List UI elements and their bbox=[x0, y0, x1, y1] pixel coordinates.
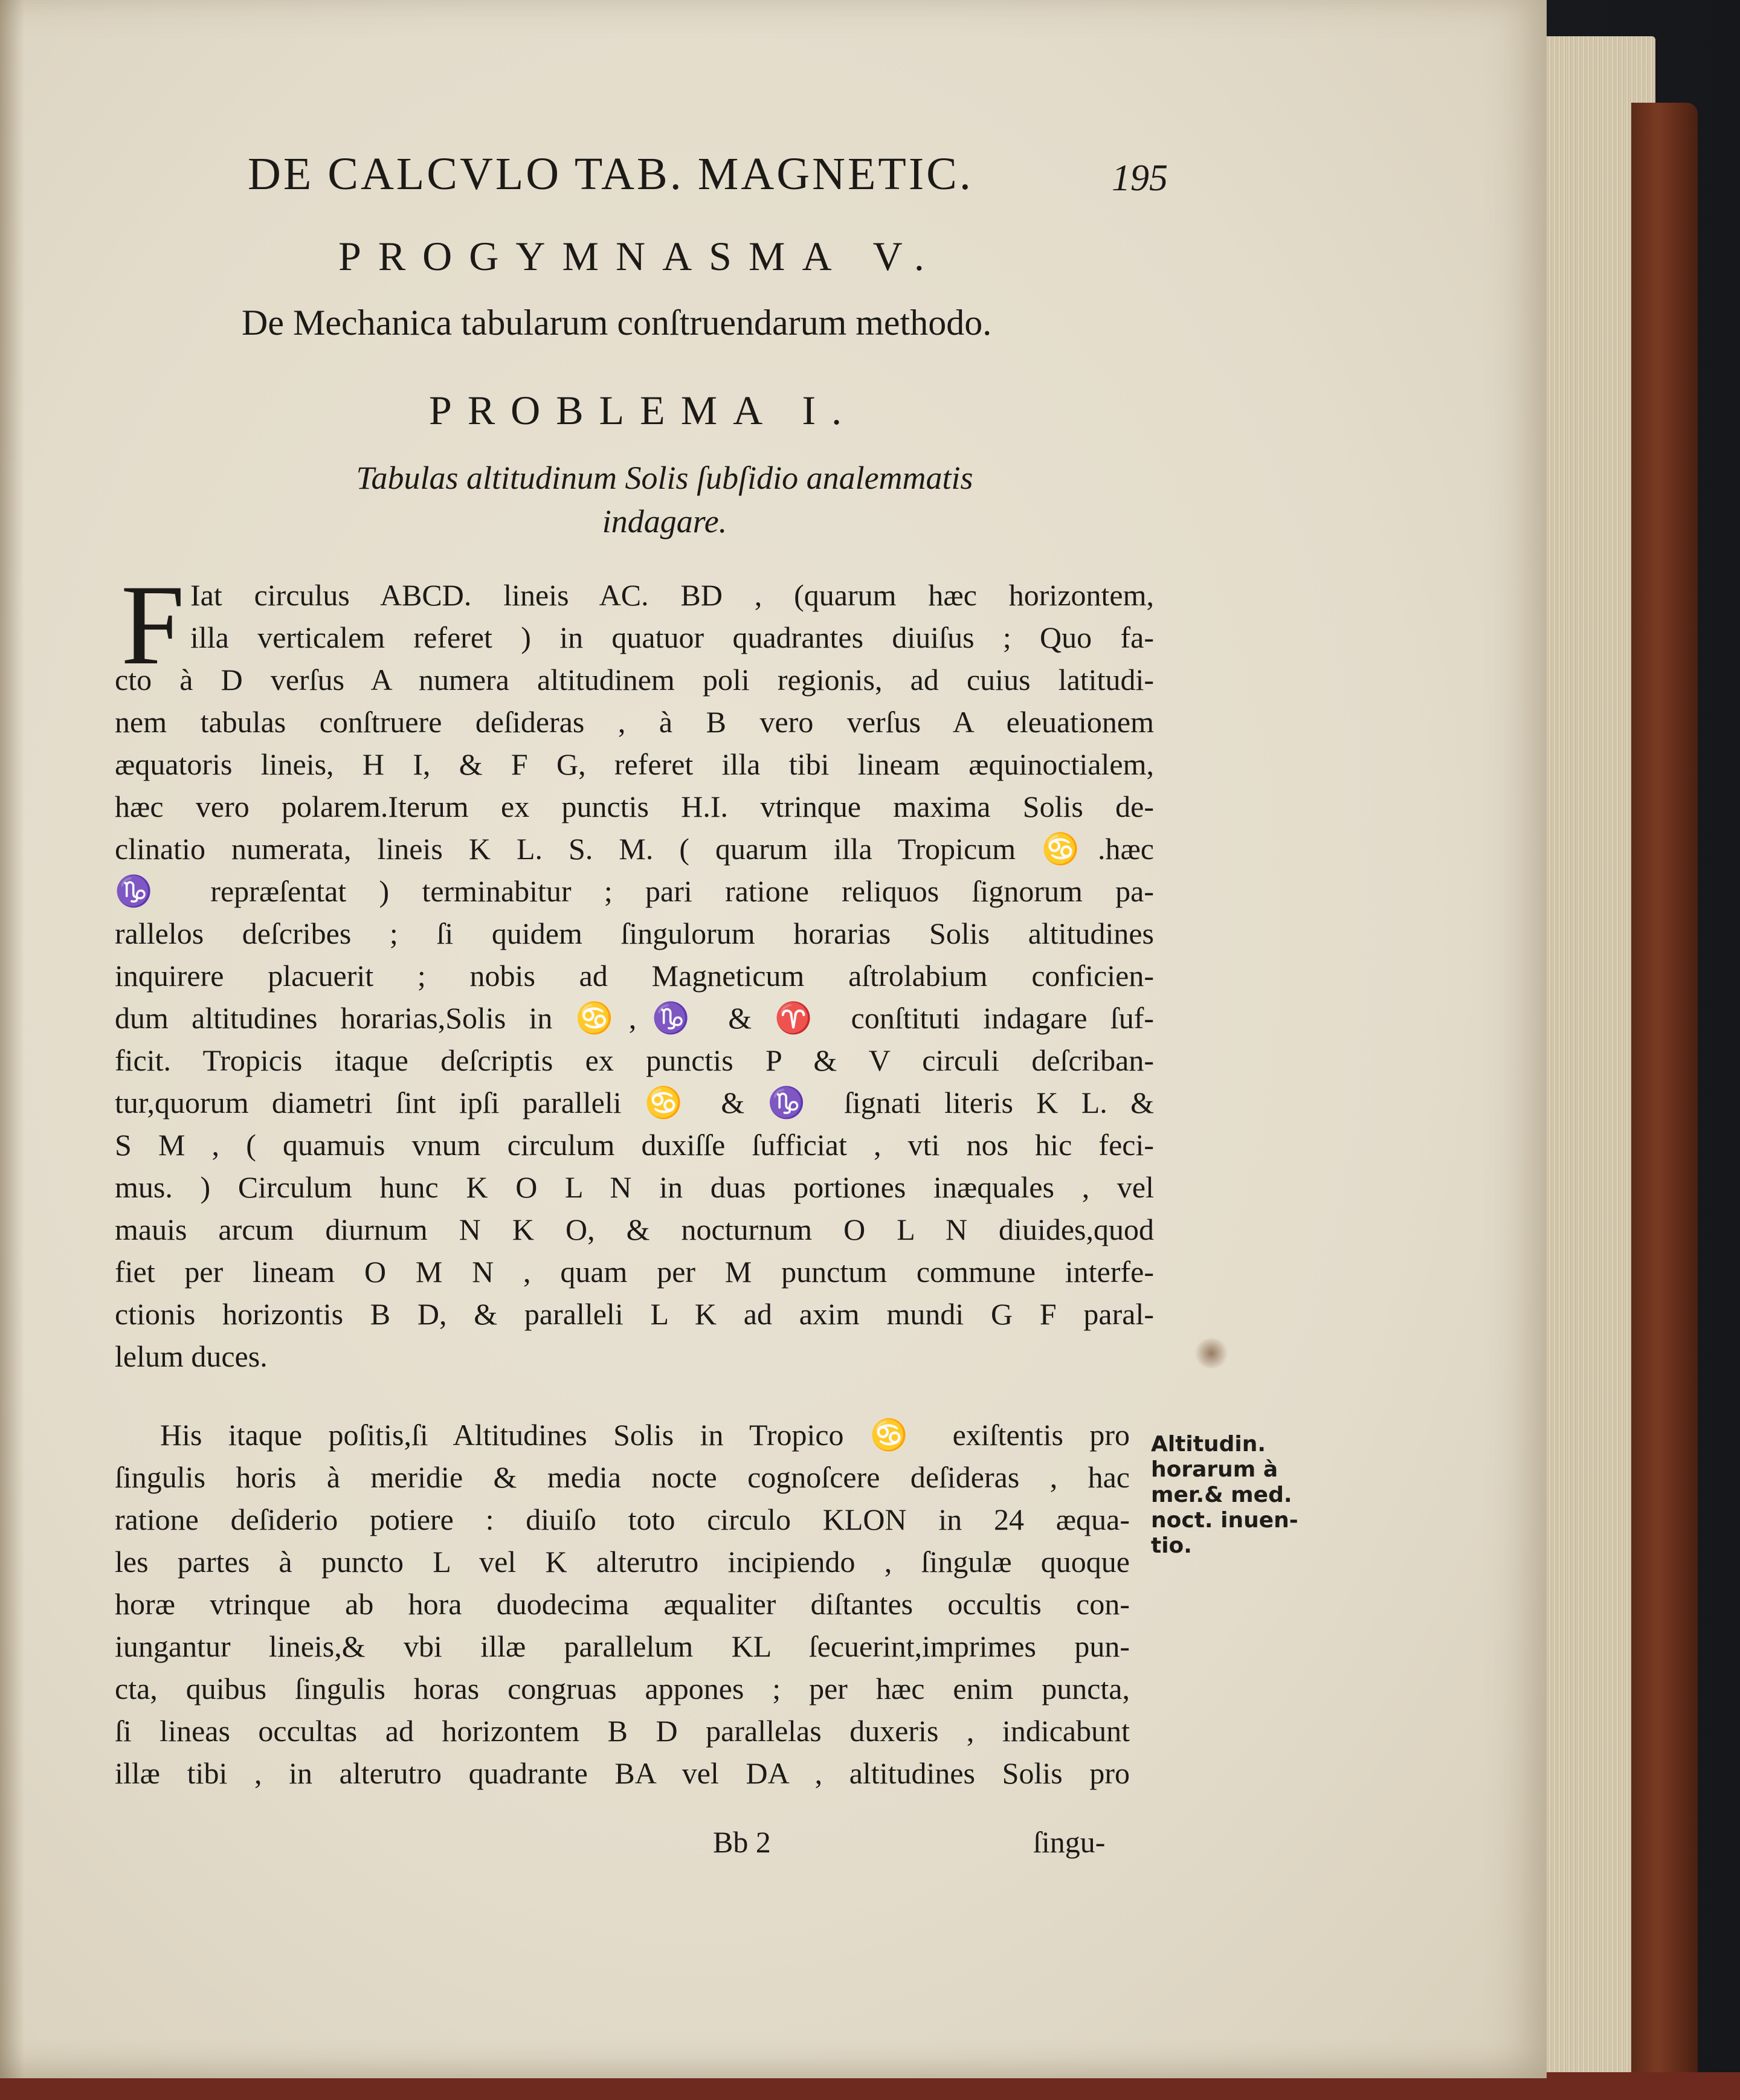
text-line: horæ vtrinque ab hora duodecima æqualiter diſtantes occultis con- bbox=[115, 1587, 1130, 1621]
text-line: ctionis horizontis B D, & paralleli L K ad axim mundi G F paral- bbox=[115, 1297, 1154, 1331]
text-line: illæ tibi , in alterutro quadrante BA vel DA , altitudines Solis pro bbox=[115, 1756, 1130, 1790]
running-head: DE CALCVLO TAB. MAGNETIC. bbox=[248, 149, 973, 199]
paragraph-2 bbox=[115, 1414, 1130, 1794]
text-line: iungantur lineis,& vbi illæ parallelum KL ſecuerint,imprimes pun- bbox=[115, 1629, 1130, 1663]
text-line: S M , ( quamuis vnum circulum duxiſſe ſufficiat , vti nos hic feci- bbox=[115, 1128, 1154, 1162]
text-line: dum altitudines horarias,Solis in ♋,♑ & ♈ conſtituti indagare ſuf- bbox=[115, 1001, 1154, 1035]
paragraph-1 bbox=[115, 562, 1154, 1377]
text-line: hæc vero polarem.Iterum ex punctis H.I. vtrinque maxima Solis de- bbox=[115, 790, 1154, 823]
ink-stain bbox=[1193, 1338, 1229, 1368]
marginal-note-line: Altitudin. bbox=[1151, 1432, 1266, 1457]
text-line: les partes à puncto L vel K alterutro incipiendo , ſingulæ quoque bbox=[115, 1545, 1130, 1579]
text-line: ficit. Tropicis itaque deſcriptis ex punctis P & V circuli deſcriban- bbox=[115, 1043, 1154, 1077]
page-number: 195 bbox=[1112, 158, 1168, 199]
text-line: ſi lineas occultas ad horizontem B D parallelas duxeris , indicabunt bbox=[115, 1714, 1130, 1748]
text-line: mus. ) Circulum hunc K O L N in duas portiones inæquales , vel bbox=[115, 1170, 1154, 1204]
text-line: ratione deſiderio potiere : diuiſo toto circulo KLON in 24 æqua- bbox=[115, 1503, 1130, 1536]
text-line: nem tabulas conſtruere deſideras , à B vero verſus A eleuationem bbox=[115, 705, 1154, 739]
text-line: cto à D verſus A numera altitudinem poli regionis, ad cuius latitudi- bbox=[115, 663, 1154, 697]
marginal-note-line: horarum à bbox=[1151, 1457, 1278, 1482]
marginal-note-line: tio. bbox=[1151, 1533, 1192, 1558]
problema-heading: PROBLEMA I. bbox=[429, 387, 858, 433]
marginal-note-line: noct. inuen- bbox=[1151, 1508, 1298, 1533]
book-cover bbox=[1631, 103, 1698, 2084]
catchword: ſingu- bbox=[1033, 1825, 1106, 1859]
text-line: clinatio numerata, lineis K L. S. M. ( quarum illa Tropicum ♋.hæc bbox=[115, 832, 1154, 866]
text-line: inquirere placuerit ; nobis ad Magneticum aſtrolabium conficien- bbox=[115, 959, 1154, 993]
text-line: fiet per lineam O M N , quam per M punctum commune interfe- bbox=[115, 1255, 1154, 1289]
text-line: illa verticalem referet ) in quatuor quadrantes diuiſus ; Quo fa- bbox=[190, 620, 1154, 654]
text-line: cta, quibus ſingulis horas congruas appones ; per hæc enim puncta, bbox=[115, 1672, 1130, 1705]
text-line: lelum duces. bbox=[115, 1339, 268, 1373]
signature-mark: Bb 2 bbox=[713, 1825, 771, 1859]
marginal-note-line: mer.& med. bbox=[1151, 1483, 1292, 1507]
text-line: Iat circulus ABCD. lineis AC. BD , (quarum hæc horizontem, bbox=[190, 578, 1154, 612]
gutter-shadow bbox=[0, 0, 24, 2078]
text-line: mauis arcum diurnum N K O, & nocturnum O L N diuides,quod bbox=[115, 1213, 1154, 1246]
progymnasma-heading: PROGYMNASMA V. bbox=[338, 233, 941, 279]
proposition-statement: Tabulas altitudinum Solis ſubſidio analemmatis indagare. bbox=[356, 460, 973, 539]
text-line: ♑ repræſentat ) terminabitur ; pari ratione reliquos ſignorum pa- bbox=[115, 874, 1154, 908]
text-line: æquatoris lineis, H I, & F G, referet illa tibi lineam æquinoctialem, bbox=[115, 747, 1154, 781]
marginal-note bbox=[1151, 1432, 1332, 1589]
text-line: His itaque poſitis,ſi Altitudines Solis in Tropico ♋ exiſtentis pro bbox=[160, 1418, 1130, 1452]
drop-cap: F bbox=[121, 562, 185, 689]
text-line: rallelos deſcribes ; ſi quidem ſingulorum horarias Solis altitudines bbox=[115, 916, 1154, 950]
text-line: ſingulis horis à meridie & media nocte cognoſcere deſideras , hac bbox=[115, 1460, 1130, 1494]
section-subtitle: De Mechanica tabularum conſtruendarum methodo. bbox=[242, 303, 992, 343]
text-line: tur,quorum diametri ſint ipſi paralleli ♋ & ♑ ſignati literis K L. & bbox=[115, 1086, 1154, 1119]
